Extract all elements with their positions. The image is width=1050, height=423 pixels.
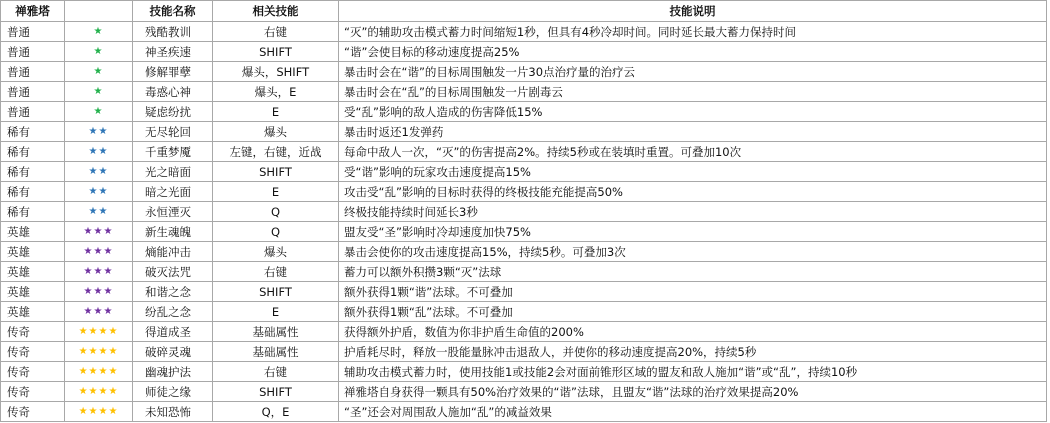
rarity-cell: 普通 [1,82,65,102]
rarity-cell: 稀有 [1,202,65,222]
related-skill-cell: SHIFT [213,282,339,302]
rarity-cell: 传奇 [1,382,65,402]
related-skill-cell: 右键 [213,362,339,382]
description-cell: “圣”还会对周围敌人施加“乱”的减益效果 [339,402,1047,422]
description-cell: 护盾耗尽时，释放一股能量脉冲击退敌人，并使你的移动速度提高20%，持续5秒 [339,342,1047,362]
rarity-stars: ★★★ [65,302,133,322]
skill-name-cell: 暗之光面 [133,182,213,202]
description-cell: 蓄力可以额外积攒3颗“灭”法球 [339,262,1047,282]
related-skill-cell: SHIFT [213,42,339,62]
table-row [1,202,1047,222]
skill-name-cell: 和谐之念 [133,282,213,302]
rarity-cell: 普通 [1,102,65,122]
skill-name-cell: 毒惑心神 [133,82,213,102]
description-cell: 盟友受“圣”影响时冷却速度加快75% [339,222,1047,242]
related-skill-cell: E [213,302,339,322]
rarity-cell: 英雄 [1,222,65,242]
related-skill-cell: 爆头 [213,242,339,262]
description-cell: 终极技能持续时间延长3秒 [339,202,1047,222]
table-row [1,42,1047,62]
rarity-stars: ★ [65,22,133,42]
skill-name-cell: 光之暗面 [133,162,213,182]
rarity-cell: 普通 [1,22,65,42]
description-cell: “谐”会使目标的移动速度提高25% [339,42,1047,62]
description-cell: 受“乱”影响的敌人造成的伤害降低15% [339,102,1047,122]
rarity-cell: 传奇 [1,362,65,382]
skill-name-cell: 未知恐怖 [133,402,213,422]
related-skill-cell: Q，E [213,402,339,422]
table-row [1,382,1047,402]
rarity-cell: 传奇 [1,342,65,362]
skill-name-cell: 永恒湮灭 [133,202,213,222]
skill-name-cell: 纷乱之念 [133,302,213,322]
related-skill-cell: 基础属性 [213,342,339,362]
rarity-stars: ★★ [65,122,133,142]
table-row [1,62,1047,82]
rarity-stars: ★★★ [65,222,133,242]
table-row [1,322,1047,342]
rarity-stars: ★★★★ [65,322,133,342]
description-cell: 暴击时会在“乱”的目标周围触发一片剧毒云 [339,82,1047,102]
related-skill-cell: 爆头，E [213,82,339,102]
table-row [1,102,1047,122]
rarity-stars: ★ [65,102,133,122]
rarity-cell: 英雄 [1,302,65,322]
related-skill-cell: 右键 [213,262,339,282]
description-cell: 获得额外护盾，数值为你非护盾生命值的200% [339,322,1047,342]
table-row [1,282,1047,302]
table-row [1,362,1047,382]
table-row [1,242,1047,262]
rarity-cell: 英雄 [1,282,65,302]
related-skill-cell: 爆头 [213,122,339,142]
related-skill-cell: Q [213,202,339,222]
rarity-stars: ★ [65,82,133,102]
header-hero: 禅雅塔 [1,1,65,22]
table-row [1,342,1047,362]
description-cell: 受“谐”影响的玩家攻击速度提高15% [339,162,1047,182]
table-row [1,182,1047,202]
skill-name-cell: 熵能冲击 [133,242,213,262]
related-skill-cell: SHIFT [213,382,339,402]
rarity-stars: ★ [65,42,133,62]
skill-name-cell: 得道成圣 [133,322,213,342]
related-skill-cell: E [213,102,339,122]
table-row [1,302,1047,322]
description-cell: 暴击时返还1发弹药 [339,122,1047,142]
rarity-stars: ★ [65,62,133,82]
related-skill-cell: 爆头，SHIFT [213,62,339,82]
rarity-stars: ★★★ [65,282,133,302]
description-cell: “灭”的辅助攻击模式蓄力时间缩短1秒，但具有4秒冷却时间。同时延长最大蓄力保持时间 [339,22,1047,42]
table-row [1,122,1047,142]
related-skill-cell: 左键，右键，近战 [213,142,339,162]
rarity-stars: ★★★ [65,242,133,262]
rarity-stars: ★★★★ [65,382,133,402]
skill-name-cell: 千重梦魇 [133,142,213,162]
rarity-cell: 传奇 [1,322,65,342]
rarity-stars: ★★★★ [65,362,133,382]
related-skill-cell: 右键 [213,22,339,42]
table-row [1,142,1047,162]
related-skill-cell: SHIFT [213,162,339,182]
skill-name-cell: 疑虑纷扰 [133,102,213,122]
table-row [1,22,1047,42]
rarity-cell: 稀有 [1,182,65,202]
rarity-stars: ★★ [65,202,133,222]
description-cell: 每命中敌人一次，“灭”的伤害提高2%。持续5秒或在装填时重置。可叠加10次 [339,142,1047,162]
skill-name-cell: 神圣疾速 [133,42,213,62]
skill-name-cell: 残酷教训 [133,22,213,42]
rarity-stars: ★★ [65,142,133,162]
description-cell: 禅雅塔自身获得一颗具有50%治疗效果的“谐”法球，且盟友“谐”法球的治疗效果提高20% [339,382,1047,402]
table-row [1,162,1047,182]
rarity-cell: 传奇 [1,402,65,422]
rarity-stars: ★★★★ [65,402,133,422]
table-header-row [1,1,1047,22]
table-row [1,262,1047,282]
rarity-cell: 普通 [1,62,65,82]
related-skill-cell: 基础属性 [213,322,339,342]
skill-name-cell: 无尽轮回 [133,122,213,142]
header-skill-description: 技能说明 [339,1,1047,22]
header-skill-name: 技能名称 [133,1,213,22]
table-row [1,82,1047,102]
table-row [1,222,1047,242]
rarity-cell: 稀有 [1,142,65,162]
rarity-cell: 英雄 [1,242,65,262]
rarity-cell: 英雄 [1,262,65,282]
skill-name-cell: 师徒之缘 [133,382,213,402]
skill-name-cell: 幽魂护法 [133,362,213,382]
skill-name-cell: 破灭法咒 [133,262,213,282]
rarity-stars: ★★ [65,182,133,202]
description-cell: 暴击会使你的攻击速度提高15%，持续5秒。可叠加3次 [339,242,1047,262]
skill-name-cell: 破碎灵魂 [133,342,213,362]
description-cell: 攻击受“乱”影响的目标时获得的终极技能充能提高50% [339,182,1047,202]
rarity-cell: 稀有 [1,162,65,182]
rarity-stars: ★★★ [65,262,133,282]
rarity-stars: ★★★★ [65,342,133,362]
description-cell: 辅助攻击模式蓄力时，使用技能1或技能2会对面前锥形区域的盟友和敌人施加“谐”或“乱”，持续10秒 [339,362,1047,382]
header-stars [65,1,133,22]
skill-name-cell: 新生魂魄 [133,222,213,242]
rarity-stars: ★★ [65,162,133,182]
skill-name-cell: 修解罪孽 [133,62,213,82]
header-related-skill: 相关技能 [213,1,339,22]
description-cell: 额外获得1颗“谐”法球。不可叠加 [339,282,1047,302]
description-cell: 暴击时会在“谐”的目标周围触发一片30点治疗量的治疗云 [339,62,1047,82]
related-skill-cell: Q [213,222,339,242]
rarity-cell: 普通 [1,42,65,62]
description-cell: 额外获得1颗“乱”法球。不可叠加 [339,302,1047,322]
table-row [1,402,1047,422]
related-skill-cell: E [213,182,339,202]
rarity-cell: 稀有 [1,122,65,142]
